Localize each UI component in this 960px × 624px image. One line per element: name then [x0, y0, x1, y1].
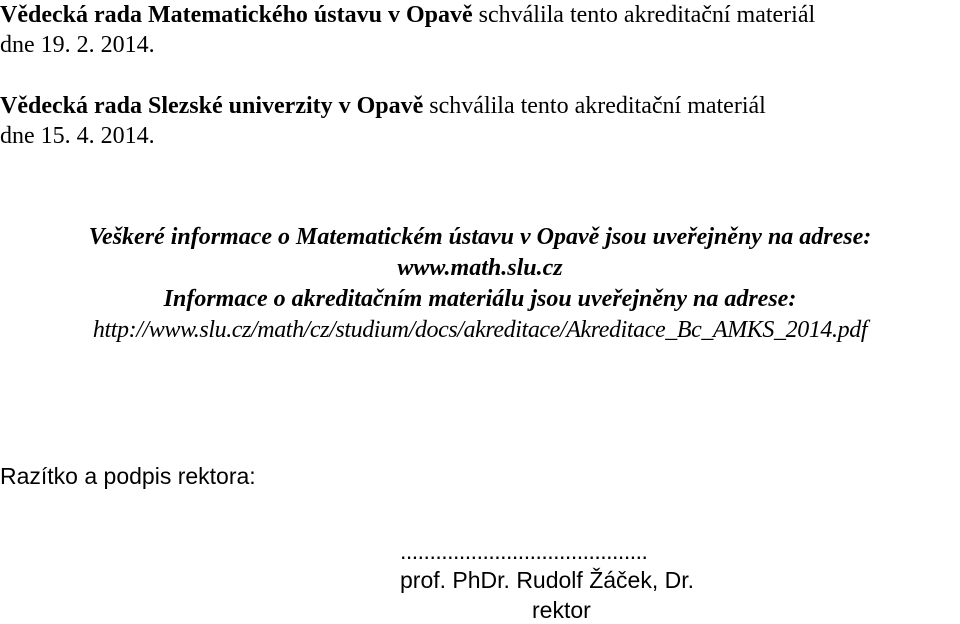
approval-university-body: Vědecká rada Slezské univerzity v Opavě — [0, 93, 424, 119]
approval-math-institute-body: Vědecká rada Matematického ústavu v Opavě — [0, 2, 473, 28]
approval-university — [0, 91, 766, 121]
info-accreditation-line: Informace o akreditačním materiálu jsou uveřejněny na adrese: — [163, 286, 797, 312]
approval-university-text: schválila tento akreditační materiál — [423, 93, 766, 119]
info-institute-line: Veškeré informace o Matematickém ústavu v Opavě jsou uveřejněny na adrese: — [88, 224, 872, 250]
signature-label: Razítko a podpis rektora: — [0, 463, 256, 489]
approval-math-institute — [0, 0, 815, 30]
approval-math-institute-date: dne 19. 2. 2014. — [0, 32, 155, 58]
rector-title: rektor — [532, 597, 591, 623]
signature-line: .......................................... — [400, 538, 648, 564]
rector-name: prof. PhDr. Rudolf Žáček, Dr. — [400, 567, 695, 593]
approval-math-institute-text: schválila tento akreditační materiál — [472, 2, 816, 28]
info-accreditation-url[interactable]: http://www.slu.cz/math/cz/studium/docs/akreditace/Akreditace_Bc_AMKS_2014.pdf — [92, 317, 868, 343]
approval-university-date: dne 15. 4. 2014. — [0, 123, 155, 149]
info-institute-url[interactable]: www.math.slu.cz — [397, 255, 563, 281]
